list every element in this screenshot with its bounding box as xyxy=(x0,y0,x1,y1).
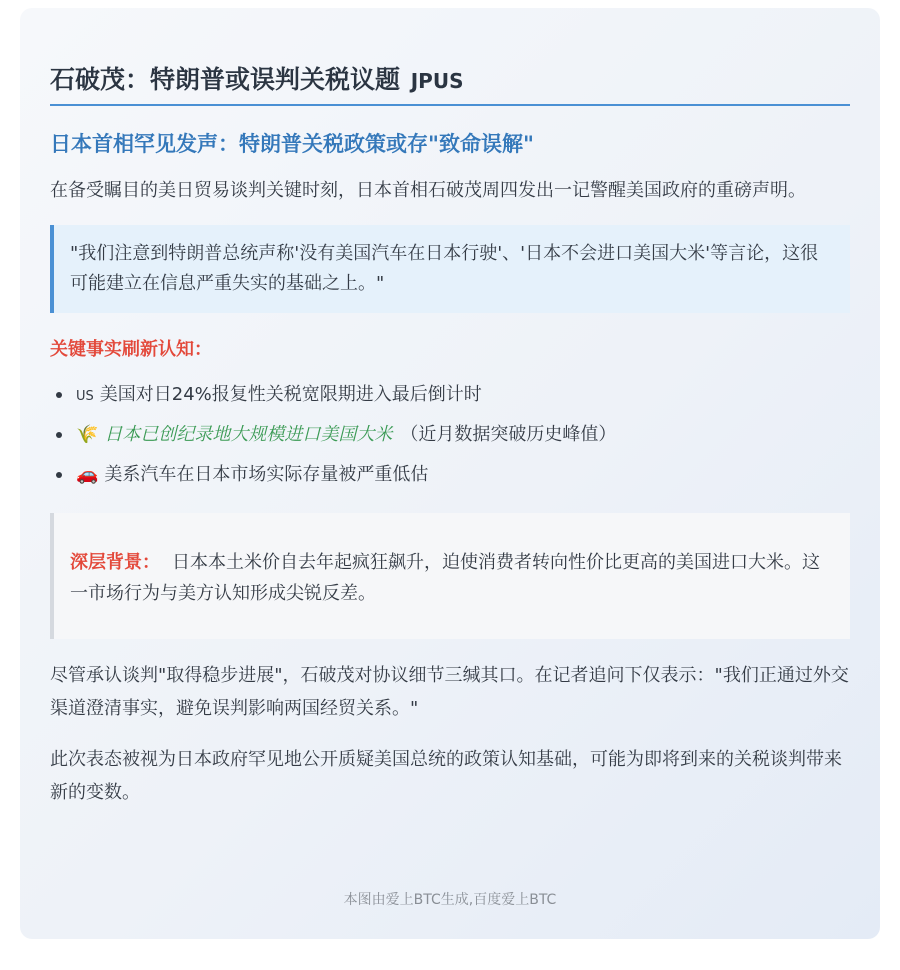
background-box xyxy=(50,513,850,639)
list-item xyxy=(50,419,850,459)
title-text: 石破茂：特朗普或误判关税议题 xyxy=(50,65,401,94)
bullet-dot xyxy=(56,432,62,438)
facts-heading: 关键事实刷新认知： xyxy=(50,339,212,360)
background-text: 日本本土米价自去年起疯狂飙升，迫使消费者转向性价比更高的美国进口大米。这一市场行为与美方认知形成尖锐反差。 xyxy=(70,552,820,604)
article-subtitle: 日本首相罕见发声：特朗普关税政策或存"致命误解" xyxy=(50,132,534,156)
fact-text: 美国对日24%报复性关税宽限期进入最后倒计时 xyxy=(99,384,482,405)
paragraph-conclusion: 此次表态被视为日本政府罕见地公开质疑美国总统的政策认知基础，可能为即将到来的关税谈判带来新的变数。 xyxy=(50,749,842,803)
us-flag-icon: US xyxy=(76,389,94,404)
bullet-dot xyxy=(56,392,62,398)
facts-list xyxy=(50,379,850,499)
fact-highlight: 日本已创纪录地大规模进口美国大米 xyxy=(104,424,393,445)
fact-text: 美系汽车在日本市场实际存量被严重低估 xyxy=(104,464,429,485)
paragraph-progress: 尽管承认谈判"取得稳步进展"，石破茂对协议细节三缄其口。在记者追问下仅表示："我们正通过外交渠道澄清事实，避免误判影响两国经贸关系。" xyxy=(50,665,849,719)
list-item xyxy=(50,379,850,419)
intro-paragraph: 在备受瞩目的美日贸易谈判关键时刻，日本首相石破茂周四发出一记警醒美国政府的重磅声明。 xyxy=(50,180,806,201)
background-label: 深层背景： xyxy=(70,552,160,573)
page-title xyxy=(50,8,850,106)
footer-credit: 本图由爱上BTC生成,百度爱上BTC xyxy=(343,892,557,908)
car-icon: 🚗 xyxy=(76,464,99,485)
list-item xyxy=(50,459,850,499)
bullet-dot xyxy=(56,472,62,478)
rice-icon: 🌾 xyxy=(76,424,99,445)
quote-block: "我们注意到特朗普总统声称'没有美国汽车在日本行驶'、'日本不会进口美国大米'等言论，这很可能建立在信息严重失实的基础之上。" xyxy=(50,225,850,313)
fact-text: （近月数据突破历史峰值） xyxy=(400,424,617,445)
title-tag: JPUS xyxy=(410,69,464,93)
article-card xyxy=(20,8,880,939)
